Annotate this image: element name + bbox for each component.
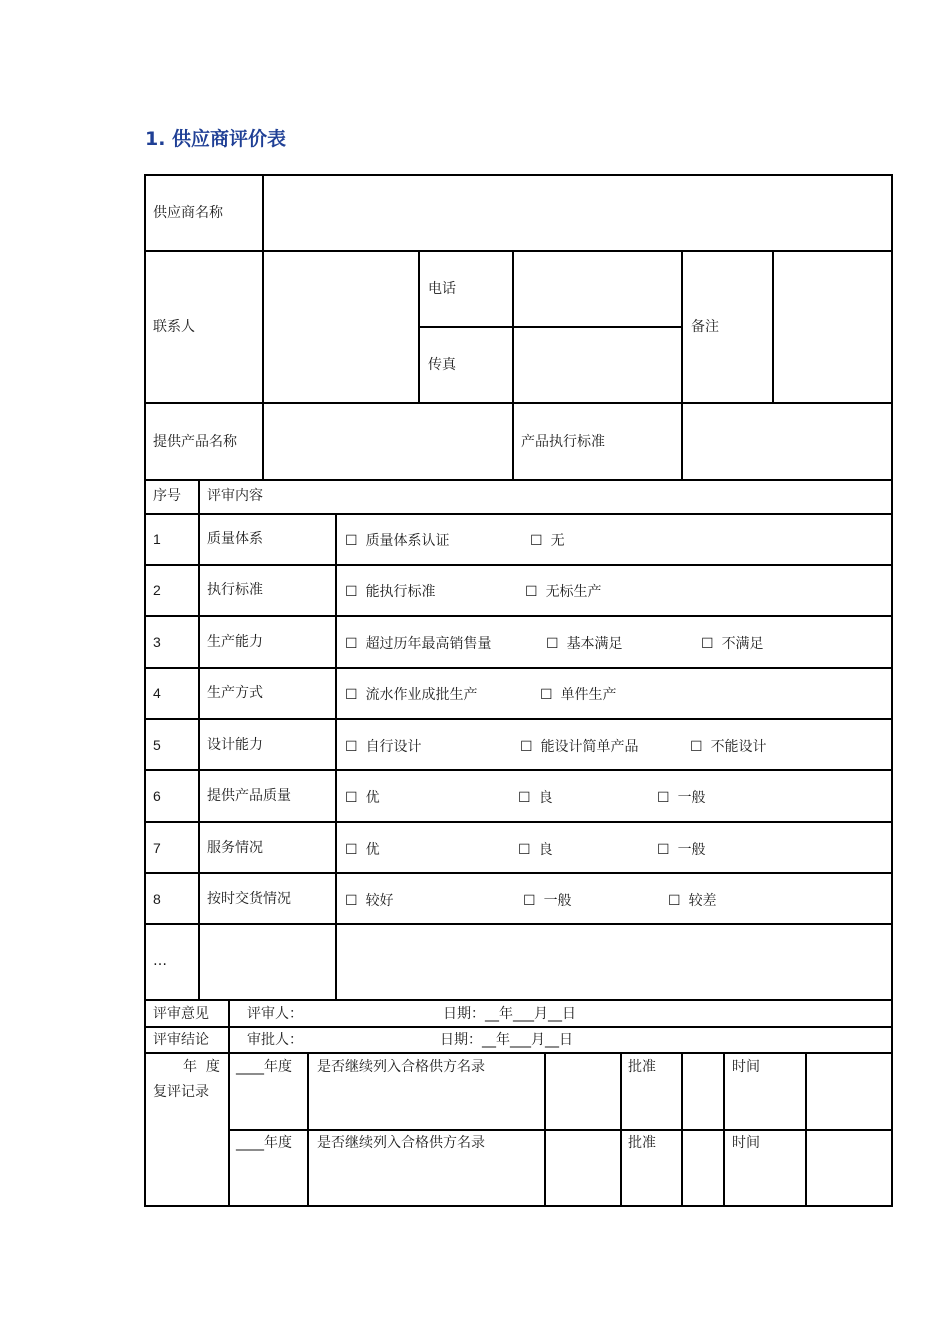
opinion-date: 日期：__年___月__日 xyxy=(443,1006,576,1022)
row-index: 2 xyxy=(153,582,161,598)
supplier-name-label: 供应商名称 xyxy=(153,205,223,221)
checkbox-option[interactable]: ☐ 较好 xyxy=(345,893,394,909)
checkbox-option[interactable]: ☐ 不能设计 xyxy=(690,739,767,755)
checkbox-option[interactable]: ☐ 超过历年最高销售量 xyxy=(345,636,492,652)
annual-label-line1: 年 度 xyxy=(183,1059,220,1075)
table-line xyxy=(144,872,893,874)
checkbox-icon[interactable]: ☐ xyxy=(345,842,358,858)
fax-label: 传真 xyxy=(428,357,456,373)
checkbox-icon[interactable]: ☐ xyxy=(690,739,703,755)
table-line xyxy=(891,174,893,1207)
checkbox-option[interactable]: ☐ 不满足 xyxy=(701,636,764,652)
checkbox-icon[interactable]: ☐ xyxy=(518,842,531,858)
table-line xyxy=(144,718,893,720)
annual-time-label: 时间 xyxy=(732,1059,760,1075)
annual-approve-label: 批准 xyxy=(628,1059,656,1075)
checkbox-option[interactable]: ☐ 良 xyxy=(518,842,553,858)
checkbox-option[interactable]: ☐ 自行设计 xyxy=(345,739,422,755)
checkbox-icon[interactable]: ☐ xyxy=(345,687,358,703)
content-header: 评审内容 xyxy=(207,488,263,504)
checkbox-option[interactable]: ☐ 能执行标准 xyxy=(345,584,436,600)
table-line xyxy=(144,174,146,1207)
annual-approve-label: 批准 xyxy=(628,1135,656,1151)
table-line xyxy=(307,1052,309,1207)
product-standard-label: 产品执行标准 xyxy=(521,434,605,450)
annual-time-label: 时间 xyxy=(732,1135,760,1151)
checkbox-icon[interactable]: ☐ xyxy=(657,790,670,806)
checkbox-icon[interactable]: ☐ xyxy=(540,687,553,703)
checkbox-option[interactable]: ☐ 无 xyxy=(530,533,565,549)
checkbox-option[interactable]: ☐ 流水作业成批生产 xyxy=(345,687,478,703)
row-item: 生产能力 xyxy=(207,634,263,650)
approver-label: 审批人： xyxy=(247,1032,303,1048)
table-line xyxy=(723,1052,725,1207)
checkbox-option[interactable]: ☐ 质量体系认证 xyxy=(345,533,450,549)
contact-label: 联系人 xyxy=(153,319,195,335)
checkbox-option[interactable]: ☐ 优 xyxy=(345,842,380,858)
page-title: 1. 供应商评价表 xyxy=(145,128,287,150)
annual-question: 是否继续列入合格供方名录 xyxy=(317,1135,485,1151)
row-item: 生产方式 xyxy=(207,685,263,701)
table-line xyxy=(681,1052,683,1207)
table-line xyxy=(772,250,774,403)
table-line xyxy=(144,513,893,515)
checkbox-option[interactable]: ☐ 一般 xyxy=(657,790,706,806)
checkbox-option[interactable]: ☐ 一般 xyxy=(657,842,706,858)
annual-label-line2: 复评记录 xyxy=(153,1084,209,1100)
checkbox-icon[interactable]: ☐ xyxy=(345,584,358,600)
table-line xyxy=(262,174,264,480)
table-line xyxy=(544,1052,546,1207)
table-line xyxy=(144,821,893,823)
row-index: 5 xyxy=(153,737,161,753)
table-line xyxy=(144,1052,893,1054)
checkbox-icon[interactable]: ☐ xyxy=(546,636,559,652)
table-line xyxy=(144,402,893,404)
opinion-label: 评审意见 xyxy=(153,1006,209,1022)
reviewer-label: 评审人： xyxy=(247,1006,303,1022)
table-line xyxy=(144,923,893,925)
checkbox-icon[interactable]: ☐ xyxy=(701,636,714,652)
row-index: 6 xyxy=(153,788,161,804)
index-header: 序号 xyxy=(153,488,181,504)
row-item: 提供产品质量 xyxy=(207,788,291,804)
table-line xyxy=(228,1129,893,1131)
row-index: 3 xyxy=(153,634,161,650)
table-line xyxy=(144,564,893,566)
row-index: 4 xyxy=(153,685,161,701)
table-line xyxy=(144,1026,893,1028)
checkbox-icon[interactable]: ☐ xyxy=(345,533,358,549)
table-line xyxy=(144,667,893,669)
checkbox-icon[interactable]: ☐ xyxy=(345,739,358,755)
row-index: 8 xyxy=(153,891,161,907)
checkbox-icon[interactable]: ☐ xyxy=(523,893,536,909)
row-index: 7 xyxy=(153,840,161,856)
row-item: 质量体系 xyxy=(207,531,263,547)
row-index: 1 xyxy=(153,531,161,547)
row-item: 服务情况 xyxy=(207,840,263,856)
checkbox-option[interactable]: ☐ 优 xyxy=(345,790,380,806)
table-line xyxy=(144,769,893,771)
table-line xyxy=(620,1052,622,1207)
checkbox-icon[interactable]: ☐ xyxy=(525,584,538,600)
checkbox-option[interactable]: ☐ 无标生产 xyxy=(525,584,602,600)
checkbox-option[interactable]: ☐ 较差 xyxy=(668,893,717,909)
checkbox-option[interactable]: ☐ 基本满足 xyxy=(546,636,623,652)
checkbox-icon[interactable]: ☐ xyxy=(668,893,681,909)
table-line xyxy=(418,250,420,403)
table-line xyxy=(228,999,230,1054)
phone-label: 电话 xyxy=(428,281,456,297)
row-item: 设计能力 xyxy=(207,737,263,753)
checkbox-option[interactable]: ☐ 一般 xyxy=(523,893,572,909)
conclusion-date: 日期：__年___月__日 xyxy=(440,1032,573,1048)
checkbox-icon[interactable]: ☐ xyxy=(345,636,358,652)
table-line xyxy=(144,250,893,252)
ellipsis-row-label: … xyxy=(153,953,167,969)
table-line xyxy=(144,1205,893,1207)
checkbox-icon[interactable]: ☐ xyxy=(657,842,670,858)
product-name-label: 提供产品名称 xyxy=(153,434,237,450)
row-item: 执行标准 xyxy=(207,582,263,598)
checkbox-icon[interactable]: ☐ xyxy=(530,533,543,549)
row-item: 按时交货情况 xyxy=(207,891,291,907)
table-line xyxy=(144,479,893,481)
table-line xyxy=(144,615,893,617)
table-line xyxy=(144,999,893,1001)
annual-year: ____年度 xyxy=(236,1059,292,1075)
table-line xyxy=(228,1052,230,1207)
annual-year: ____年度 xyxy=(236,1135,292,1151)
annual-question: 是否继续列入合格供方名录 xyxy=(317,1059,485,1075)
checkbox-option[interactable]: ☐ 能设计简单产品 xyxy=(520,739,639,755)
checkbox-icon[interactable]: ☐ xyxy=(345,893,358,909)
checkbox-option[interactable]: ☐ 良 xyxy=(518,790,553,806)
checkbox-option[interactable]: ☐ 单件生产 xyxy=(540,687,617,703)
table-line xyxy=(335,513,337,1001)
checkbox-icon[interactable]: ☐ xyxy=(345,790,358,806)
table-line xyxy=(805,1052,807,1207)
table-line xyxy=(512,250,514,480)
table-line xyxy=(198,479,200,1001)
checkbox-icon[interactable]: ☐ xyxy=(520,739,533,755)
remark-label: 备注 xyxy=(691,319,719,335)
conclusion-label: 评审结论 xyxy=(153,1032,209,1048)
checkbox-icon[interactable]: ☐ xyxy=(518,790,531,806)
table-line xyxy=(681,250,683,480)
table-line xyxy=(418,326,682,328)
table-line xyxy=(144,174,893,176)
